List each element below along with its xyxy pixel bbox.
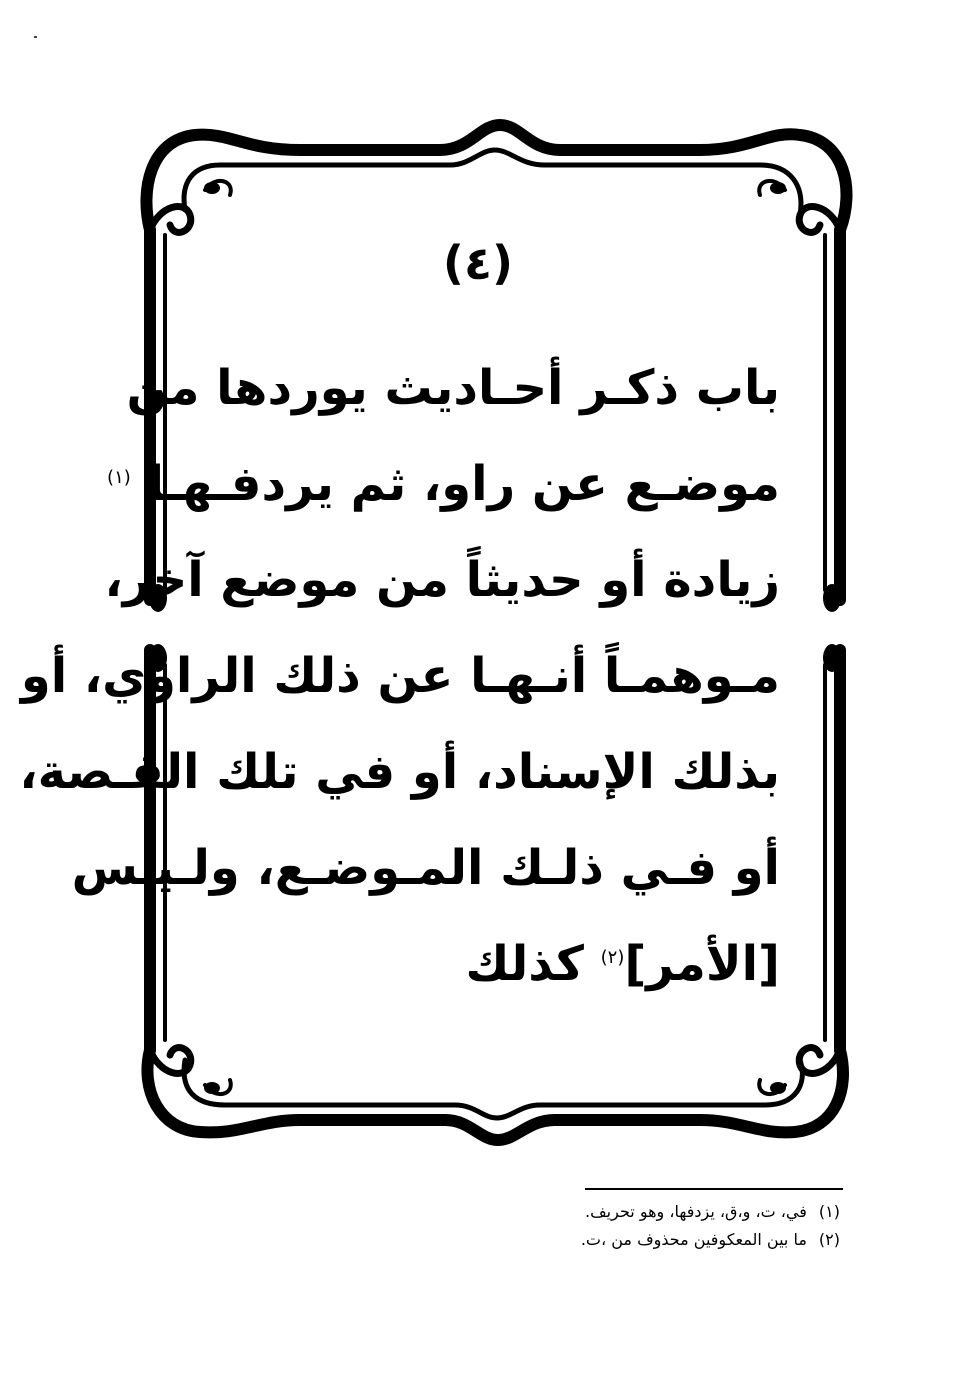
title-line-7-tail: كذلك	[465, 936, 584, 992]
footnote-ref-1[interactable]: (١)	[107, 467, 131, 488]
title-line-3	[104, 532, 780, 628]
title-line-4	[20, 628, 780, 724]
chapter-title	[19, 340, 780, 1012]
footnote-1-number: (١)	[818, 1202, 840, 1221]
title-line-1	[126, 340, 780, 436]
title-line-2	[107, 436, 780, 532]
footnote-divider	[585, 1188, 843, 1190]
title-line-7-text: [الأمر]	[624, 936, 780, 992]
footnotes	[440, 1198, 840, 1254]
title-line-5-text: بذلك الإسناد، أو في تلك القـصة،	[19, 744, 780, 800]
title-line-5	[19, 724, 780, 820]
footnote-1	[440, 1198, 840, 1226]
title-line-6	[71, 820, 780, 916]
footnote-ref-2[interactable]: (٢)	[600, 947, 625, 968]
footnote-2-text: ما بين المعكوفين محذوف من ،ت.	[580, 1230, 807, 1249]
title-line-3-text: زيادة أو حديثاً من موضع آخر،	[104, 552, 780, 608]
title-line-4-text: مـوهمـاً أنـهـا عن ذلك الراوي، أو	[20, 648, 780, 704]
footnote-2	[440, 1226, 840, 1254]
title-line-2-text: موضـع عن راو، ثم يردفـهـا	[147, 456, 780, 512]
chapter-number: (٤)	[442, 236, 514, 290]
title-line-1-text: باب ذكـر أحـاديث يوردها من	[126, 360, 780, 416]
title-line-7	[190, 916, 780, 1012]
footnote-1-text: في، ت، و،ق، يزدفها، وهو تحريف.	[585, 1202, 807, 1221]
title-line-6-text: أو فـي ذلـك المـوضـع، ولـيـس	[71, 840, 780, 896]
footnote-2-number: (٢)	[818, 1230, 840, 1249]
